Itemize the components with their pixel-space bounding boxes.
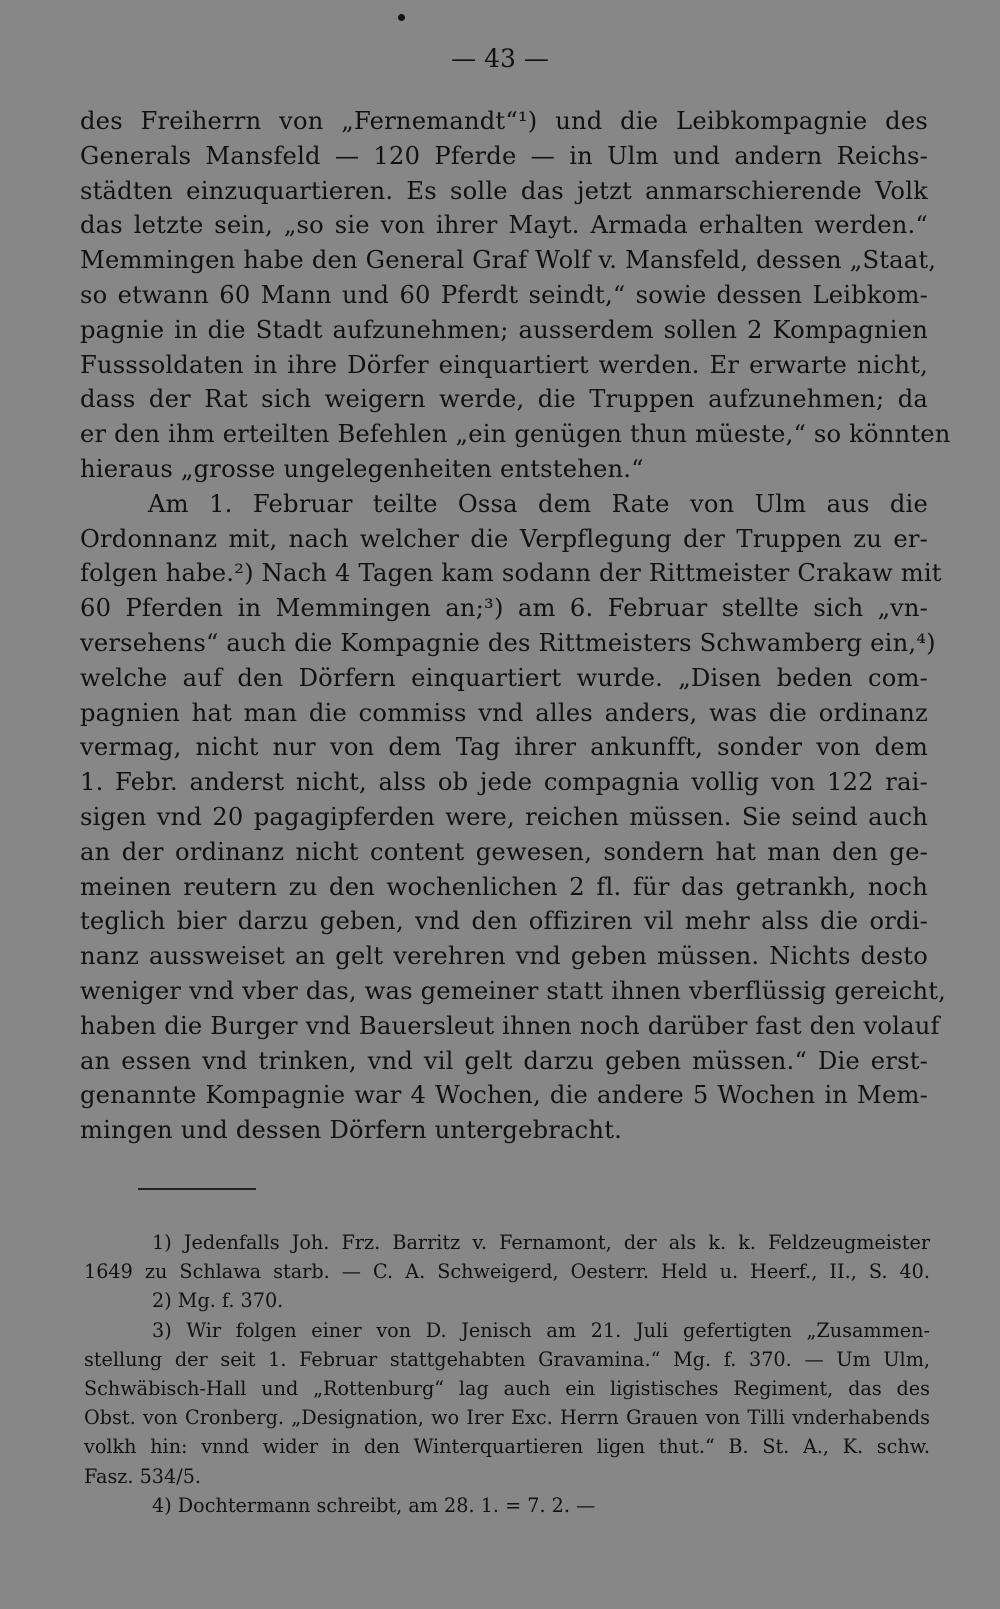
text-line: an essen vnd trinken, vnd vil gelt darzu geben müssen.“ Die erst- [80, 1046, 928, 1075]
text-line: sigen vnd 20 pagagipferden were, reichen müssen. Sie seind auch [80, 802, 928, 831]
footnote-line: 4) Dochtermann schreibt, am 28. 1. = 7. 2. — [152, 1493, 596, 1517]
main-text-block [80, 104, 951, 1148]
text-line: meinen reutern zu den wochenlichen 2 fl. für das getrankh, noch [80, 872, 928, 901]
text-line: an der ordinanz nicht content gewesen, sondern hat man den ge- [80, 837, 928, 866]
footnote-line: Schwäbisch-Hall und „Rottenburg“ lag auch ein ligistisches Regiment, das des [84, 1376, 930, 1400]
text-line: Fusssoldaten in ihre Dörfer einquartiert werden. Er erwarte nicht, [80, 350, 928, 379]
footnote-line: 1) Jedenfalls Joh. Frz. Barritz v. Fernamont, der als k. k. Feldzeugmeister [152, 1231, 930, 1254]
ink-dot-mark [398, 14, 405, 21]
footnote-line: 1649 zu Schlawa starb. — C. A. Schweigerd, Oesterr. Held u. Heerf., II., S. 40. [84, 1260, 930, 1284]
text-line: mingen und dessen Dörfern untergebracht. [80, 1116, 623, 1145]
footnote-line: 2) Mg. f. 370. [152, 1289, 284, 1313]
paragraph-start-line: Am 1. Februar teilte Ossa dem Rate von Ulm aus die [148, 489, 928, 518]
footnote-line: stellung der seit 1. Februar stattgehabten Gravamina.“ Mg. f. 370. — Um Ulm, [84, 1347, 930, 1371]
text-line: dass der Rat sich weigern werde, die Truppen aufzunehmen; da [80, 385, 928, 414]
text-line: versehens“ auch die Kompagnie des Rittmeisters Schwamberg ein,⁴) [80, 628, 936, 657]
text-line: so etwann 60 Mann und 60 Pferdt seindt,“ sowie dessen Leibkom- [80, 280, 928, 309]
footnote-line: volkh hin: vnnd wider in den Winterquartieren ligen thut.“ B. St. A., K. schw. [84, 1435, 930, 1459]
text-line: vermag, nicht nur von dem Tag ihrer ankunfft, sonder von dem [80, 733, 928, 762]
footnote-divider [138, 1188, 256, 1190]
page-number: — 43 — [451, 44, 549, 73]
text-line: pagnie in die Stadt aufzunehmen; ausserdem sollen 2 Kompagnien [80, 315, 928, 344]
text-line: er den ihm erteilten Befehlen „ein genügen thun müeste,“ so könnten [80, 420, 951, 449]
text-line: nanz aussweiset an gelt verehren vnd geben müssen. Nichts desto [80, 942, 928, 971]
text-line: 1. Febr. anderst nicht, alss ob jede compagnia vollig von 122 rai- [80, 768, 928, 797]
footnote-line: 3) Wir folgen einer von D. Jenisch am 21. Juli gefertigten „Zusammen- [152, 1318, 930, 1342]
text-line: Memmingen habe den General Graf Wolf v. Mansfeld, dessen „Staat, [80, 246, 937, 275]
text-line: teglich bier darzu geben, vnd den offiziren vil mehr alss die ordi- [80, 907, 928, 936]
text-line: genannte Kompagnie war 4 Wochen, die andere 5 Wochen in Mem- [80, 1081, 928, 1110]
text-line: pagnien hat man die commiss vnd alles anders, was die ordinanz [80, 698, 928, 727]
text-line: 60 Pferden in Memmingen an;³) am 6. Februar stellte sich „vn- [80, 594, 928, 623]
text-line: Ordonnanz mit, nach welcher die Verpflegung der Truppen zu er- [80, 524, 928, 553]
text-line: städten einzuquartieren. Es solle das jetzt anmarschierende Volk [80, 176, 928, 205]
text-line: weniger vnd vber das, was gemeiner statt ihnen vberflüssig gereicht, [80, 976, 947, 1005]
text-line: das letzte sein, „so sie von ihrer Mayt. Armada erhalten werden.“ [80, 211, 928, 240]
footnote-line: Fasz. 534/5. [84, 1464, 201, 1488]
footnotes-block [84, 1228, 930, 1520]
text-line: folgen habe.²) Nach 4 Tagen kam sodann der Rittmeister Crakaw mit [80, 559, 942, 588]
text-line: haben die Burger vnd Bauersleut ihnen noch darüber fast den volauf [80, 1011, 940, 1040]
footnote-line: Obst. von Cronberg. „Designation, wo Irer Exc. Herrn Grauen von Tilli vnderhabends [84, 1406, 930, 1430]
text-line: hieraus „grosse ungelegenheiten entstehen.“ [80, 454, 644, 483]
text-line: Generals Mansfeld — 120 Pferde — in Ulm und andern Reichs- [80, 141, 928, 170]
text-line: welche auf den Dörfern einquartiert wurde. „Disen beden com- [80, 663, 928, 692]
text-line: des Freiherrn von „Fernemandt“¹) und die Leibkompagnie des [80, 107, 928, 135]
